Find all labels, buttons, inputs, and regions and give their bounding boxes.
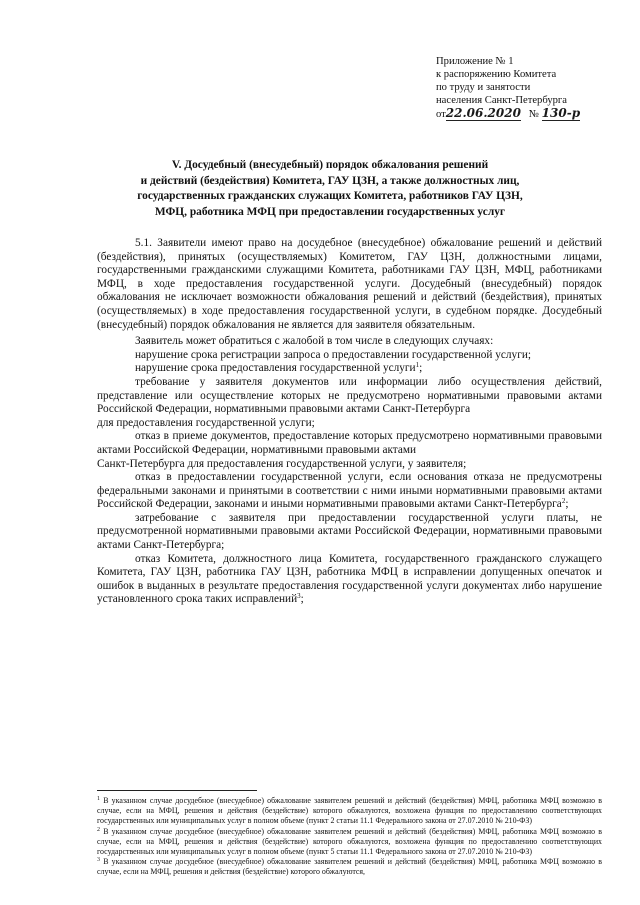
footnote-ref-3: 3 [297,592,301,601]
case-correction-refusal [97,553,602,607]
appendix-date-line [436,107,611,121]
case-correction-refusal-text: отказ Комитета, должностного лица Комитета, государственного гражданского служащего Комитета, ГАУ ЦЗН, работника ГАУ ЦЗН, работника МФЦ в исправлении допущенных опечаток и ошибок в выданных в результате предоставления государственной услуги документах либо нарушение установленного срока таких исправлений [97,552,602,606]
footnote-ref-2: 2 [561,497,566,506]
case-refusal-accept-cont: Санкт-Петербурга для предоставления государственной услуги, у заявителя; [97,457,467,470]
date-prefix: от [436,109,446,120]
case-service-delay-end: ; [419,362,423,375]
handwritten-date: 22.06.2020 [445,106,521,120]
title-line-3: государственных гражданских служащих Комитета, работников ГАУ ЦЗН, [137,190,523,202]
footnote-1-text: В указанном случае досудебное (внесудебное) обжалование заявителем решений и действий (бездействия) МФЦ, работника МФЦ возможно в случае, если на МФЦ, решения и действия (бездействие) которого обжалуются, возложена функция по предоставлению соответствующих государственных или муниципальных услуг в полном объеме (пункт 2 статьи 11.1 Федерального закона от 27.07.2010 № 210-ФЗ) [97,796,602,825]
case-fee-demand: затребование с заявителя при предоставлении государственной услуги платы, не предусмотренной нормативными правовыми актами Российской Федерации, нормативными правовыми актами Санкт-Петербурга; [97,511,602,552]
case-service-delay [97,362,602,376]
title-line-4: МФЦ, работника МФЦ при предоставлении государственных услуг [154,205,506,218]
footnote-divider [97,790,257,791]
footnote-ref-1: 1 [415,361,420,370]
footnote-2-text: В указанном случае досудебное (внесудебное) обжалование заявителем решений и действий (бездействия) МФЦ, работника МФЦ возможно в случае, если на МФЦ, решения и действия (бездействие) которого обжалуются, возложена функция по предоставлению соответствующих государственных или муниципальных услуг в полном объеме (пункт 5 статьи 11.1 Федерального закона от 27.07.2010 № 210-ФЗ) [97,826,602,856]
footnote-2-number: 2 [97,826,100,833]
case-correction-refusal-end: ; [300,593,304,606]
case-registration-delay: нарушение срока регистрации запроса о предоставлении государственной услуги; [135,348,532,361]
case-refusal-accept: отказ в приеме документов, предоставление которых предусмотрено нормативными правовыми актами Российской Федерации, нормативными правовыми актами [97,430,602,456]
appendix-city: населения Санкт-Петербурга [436,95,567,106]
handwritten-number: 130-р [541,106,581,120]
case-extra-documents: требование у заявителя документов или информации либо осуществления действий, представление или осуществление которых не предусмотрено нормативными правовыми актами Российской Федерации, нормативными правовыми актами Санкт-Петербурга [97,375,602,416]
case-service-delay-text: нарушение срока предоставления государственной услуги [135,362,416,375]
title-line-2: и действий (бездействия) Комитета, ГАУ ЦЗН, а также должностных лиц, [140,174,520,187]
section-title [95,158,565,220]
appendix-header [436,55,611,121]
title-line-1: V. Досудебный (внесудебный) порядок обжалования решений [171,159,489,171]
appendix-order-ref: к распоряжению Комитета [436,69,557,80]
paragraph-5-1: 5.1. Заявители имеют право на досудебное (внесудебное) обжалование решений и действий (бездействия), принятых (осуществляемых) Комитетом, ГАУ ЦЗН, должностными лицами, государственными гражданскими служащими Комитета, работниками ГАУ ЦЗН, МФЦ, работниками МФЦ, в ходе предоставления государственной услуги. Досудебный (внесудебный) порядок обжалования не исключает возможности обжалования решений и действий (бездействия), принятых (осуществляемых) в ходе предоставления государственной услуги, в судебном порядке. Досудебный (внесудебный) порядок обжалования не является для заявителя обязательным. [97,237,602,331]
footnote-2 [97,827,602,857]
footnote-3 [97,857,602,877]
appendix-number: Приложение № 1 [436,56,514,67]
footnote-3-number: 3 [97,857,100,864]
footnote-3-text: В указанном случае досудебное (внесудебное) обжалование заявителем решений и действий (бездействия) МФЦ, работника МФЦ возможно в случае, если на МФЦ, решения и действия (бездействие) которого обжалуются, [97,857,602,877]
paragraph-complaint-cases: Заявитель может обратиться с жалобой в том числе в следующих случаях: [135,335,494,348]
case-refusal-service [97,471,602,512]
case-refusal-service-text: отказ в предоставлении государственной услуги, если основания отказа не предусмотрены федеральными законами и принятыми в соответствии с ними иными нормативными правовыми актами Российской Федерации, законами и иными нормативными правовыми актами Санкт-Петербурга [97,471,602,511]
appendix-committee: по труду и занятости [436,82,531,93]
footnotes [97,796,602,878]
case-refusal-service-end: ; [565,498,569,511]
footnote-1-number: 1 [97,796,100,802]
case-extra-documents-cont: для предоставления государственной услуги; [97,416,315,429]
number-prefix: № [528,109,540,120]
document-body [97,237,602,607]
footnote-1 [97,796,602,826]
